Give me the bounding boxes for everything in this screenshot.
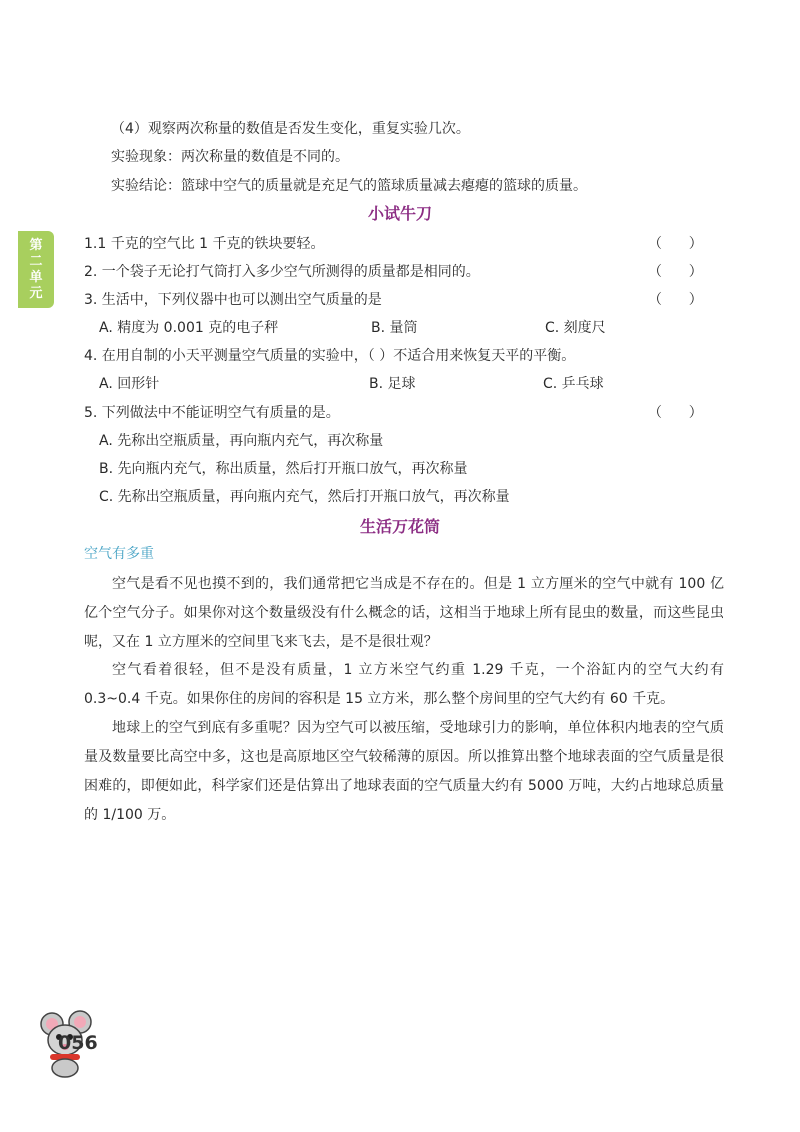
question-5-option-c[interactable]: C. 先称出空瓶质量，再向瓶内充气，然后打开瓶口放气，再次称量 bbox=[99, 489, 510, 505]
question-4: 4. 在用自制的小天平测量空气质量的实验中，（ ）不适合用来恢复天平的平衡。 bbox=[84, 348, 576, 364]
article-paragraph-3: 地球上的空气到底有多重呢？因为空气可以被压缩，受地球引力的影响，单位体积内地表的空气质量及数量要比高空中多，这也是高原地区空气较稀薄的原因。所以推算出整个地球表面的空气质量是很困难的，即便如此，科学家们还是估算出了地球表面的空气质量大约有 5000 万吨，大约占地球总质量的 1/100 万。 bbox=[84, 720, 724, 823]
question-5-option-a[interactable]: A. 先称出空瓶质量，再向瓶内充气，再次称量 bbox=[99, 433, 384, 449]
question-3: 3. 生活中，下列仪器中也可以测出空气质量的是 bbox=[84, 292, 382, 308]
question-4-option-a[interactable]: A. 回形针 bbox=[99, 376, 160, 392]
page-number: 056 bbox=[58, 1032, 98, 1054]
article-subtitle: 空气有多重 bbox=[84, 546, 154, 562]
question-3-option-a[interactable]: A. 精度为 0.001 克的电子秤 bbox=[99, 320, 279, 336]
experiment-step-4: （4）观察两次称量的数值是否发生变化，重复实验几次。 bbox=[111, 121, 470, 137]
question-1: 1.1 千克的空气比 1 千克的铁块要轻。 bbox=[84, 236, 325, 252]
experiment-conclusion: 实验结论：篮球中空气的质量就是充足气的篮球质量减去瘪瘪的篮球的质量。 bbox=[111, 178, 587, 194]
question-5: 5. 下列做法中不能证明空气有质量的是。 bbox=[84, 405, 340, 421]
unit-side-tab-label: 第二单元 bbox=[29, 238, 43, 301]
experiment-phenomenon: 实验现象：两次称量的数值是不同的。 bbox=[111, 149, 349, 165]
article-paragraph-1: 空气是看不见也摸不到的，我们通常把它当成是不存在的。但是 1 立方厘米的空气中就有 100 亿亿个空气分子。如果你对这个数量级没有什么概念的话，这相当于地球上所有昆虫的数量，而这些昆虫呢，又在 1 立方厘米的空间里飞来飞去，是不是很壮观？ bbox=[84, 576, 724, 650]
question-5-option-b[interactable]: B. 先向瓶内充气，称出质量，然后打开瓶口放气，再次称量 bbox=[99, 461, 468, 477]
article-paragraph-2: 空气看着很轻，但不是没有质量，1 立方米空气约重 1.29 千克，一个浴缸内的空气大约有 0.3~0.4 千克。如果你住的房间的容积是 15 立方米，那么整个房间里的空气大约有 60 千克。 bbox=[84, 662, 724, 707]
answer-blank-5[interactable]: （ ） bbox=[648, 405, 703, 421]
question-4-option-b[interactable]: B. 足球 bbox=[369, 376, 416, 392]
question-4-option-c[interactable]: C. 乒乓球 bbox=[543, 376, 604, 392]
answer-blank-2[interactable]: （ ） bbox=[648, 264, 703, 280]
question-2: 2. 一个袋子无论打气筒打入多少空气所测得的质量都是相同的。 bbox=[84, 264, 480, 280]
answer-blank-3[interactable]: （ ） bbox=[648, 292, 703, 308]
section-title-life: 生活万花筒 bbox=[359, 517, 440, 536]
answer-blank-1[interactable]: （ ） bbox=[648, 236, 703, 252]
question-3-option-c[interactable]: C. 刻度尺 bbox=[545, 320, 606, 336]
question-3-option-b[interactable]: B. 量筒 bbox=[371, 320, 418, 336]
section-title-practice: 小试牛刀 bbox=[367, 204, 432, 223]
